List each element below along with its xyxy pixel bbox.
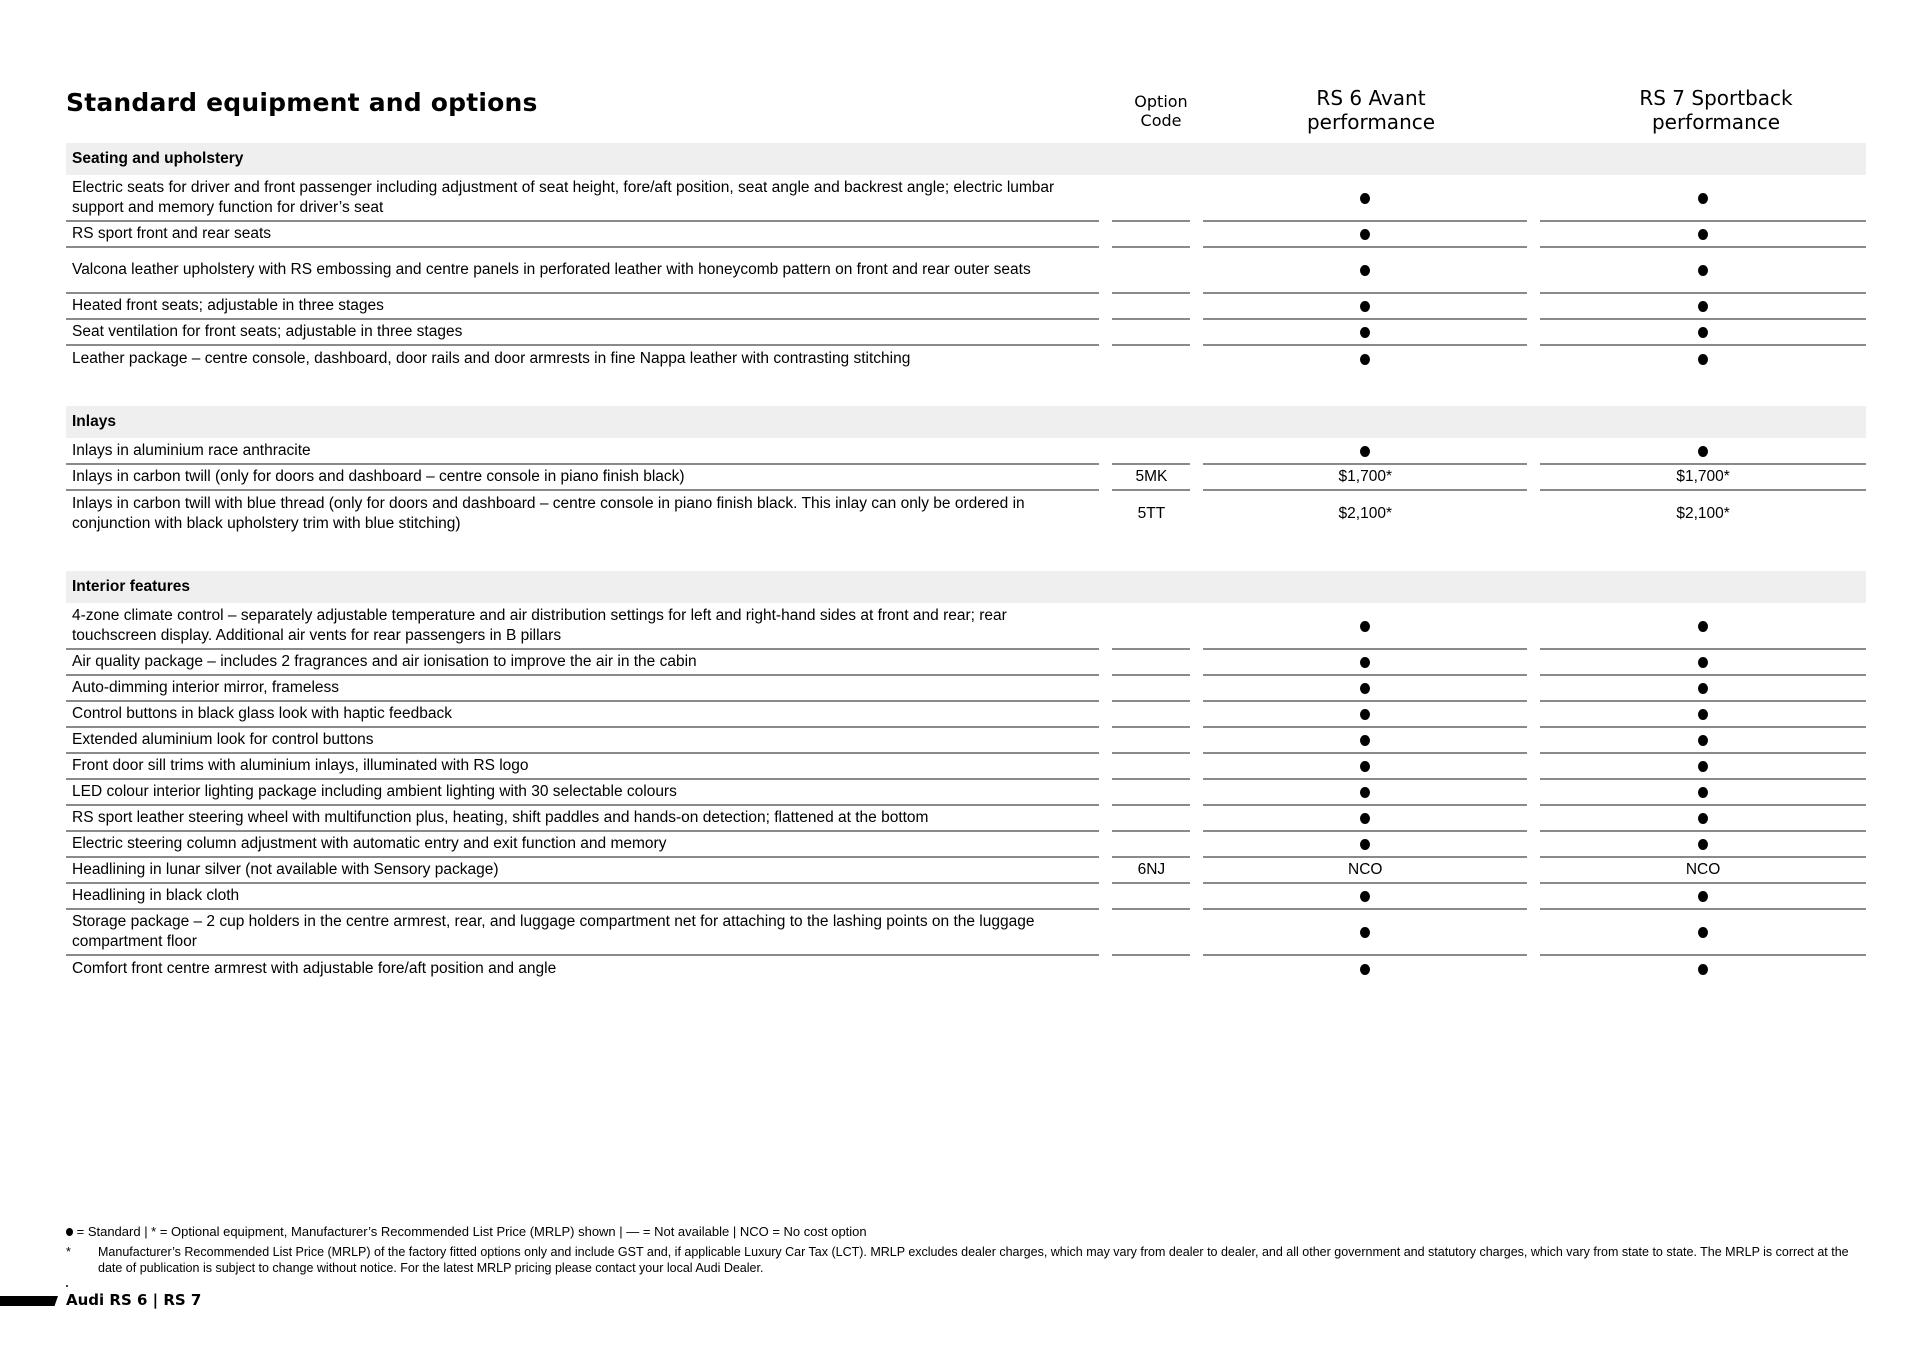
rs7-value-cell [1540, 650, 1866, 676]
rs7-value-cell [1540, 176, 1866, 222]
option-code-cell [1112, 346, 1190, 372]
description-cell [66, 910, 1099, 956]
description-cell [66, 320, 1099, 346]
rs6-value-cell [1203, 728, 1527, 754]
rs7-value-cell [1540, 702, 1866, 728]
description-cell [66, 956, 1099, 982]
rs7-value-cell [1540, 320, 1866, 346]
option-code-cell [1112, 294, 1190, 320]
rs7-value-cell [1540, 439, 1866, 465]
rs6-value-cell [1203, 439, 1527, 465]
equipment-table [66, 143, 1866, 1016]
standard-dot-icon [1360, 446, 1370, 457]
table-row [66, 910, 1866, 956]
section [66, 571, 1866, 982]
description-cell-text: Headlining in lunar silver (not available with Sensory package) [72, 861, 499, 878]
standard-dot-icon [1360, 193, 1370, 204]
description-cell-text: LED colour interior lighting package including ambient lighting with 30 selectable colours [72, 783, 677, 800]
table-row [66, 728, 1866, 754]
option-code-cell [1112, 956, 1190, 982]
description-cell [66, 806, 1099, 832]
table-row [66, 176, 1866, 222]
column-header-line: Option [1134, 92, 1188, 111]
rs6-value-cell [1203, 346, 1527, 372]
description-cell-text: Storage package – 2 cup holders in the centre armrest, rear, and luggage compartment net for attaching to the lashing points on the luggage compartment floor [72, 913, 1035, 950]
rs6-value-cell [1203, 884, 1527, 910]
rs7-value-cell [1540, 604, 1866, 650]
table-row [66, 884, 1866, 910]
rs6-value-cell [1203, 780, 1527, 806]
description-cell [66, 465, 1099, 491]
section-header: Interior features [66, 571, 1866, 603]
description-cell-text: RS sport leather steering wheel with multifunction plus, heating, shift paddles and hands-on detection; flattened at the bottom [72, 809, 929, 826]
description-cell-text: 4-zone climate control – separately adjustable temperature and air distribution settings for left and right-hand sides at front and rear; rear touchscreen display. Additional air vents for rear passengers in B pillars [72, 607, 1007, 644]
footnote [66, 1244, 1856, 1276]
rs7-value-cell-text: $1,700* [1676, 468, 1730, 485]
rs7-value-cell [1540, 676, 1866, 702]
standard-dot-icon [1360, 964, 1370, 975]
option-code-cell-text: 6NJ [1137, 861, 1166, 878]
rs6-value-cell [1203, 806, 1527, 832]
description-cell-text: Valcona leather upholstery with RS embossing and centre panels in perforated leather with honeycomb pattern on front and rear outer seats [72, 261, 1031, 278]
rs7-value-cell [1540, 294, 1866, 320]
table-row [66, 702, 1866, 728]
description-cell [66, 832, 1099, 858]
description-cell [66, 780, 1099, 806]
standard-dot-icon [1698, 265, 1708, 276]
table-row [66, 676, 1866, 702]
option-code-cell [1112, 320, 1190, 346]
description-cell [66, 754, 1099, 780]
table-row [66, 320, 1866, 346]
footer-bar-icon [0, 1296, 58, 1306]
standard-dot-icon [1698, 354, 1708, 365]
option-code-cell [1112, 176, 1190, 222]
table-row [66, 956, 1866, 982]
option-code-cell [1112, 754, 1190, 780]
description-cell [66, 222, 1099, 248]
standard-dot-icon [66, 1228, 73, 1236]
option-code-cell [1112, 491, 1190, 537]
standard-dot-icon [1698, 891, 1708, 902]
page-title: Standard equipment and options [66, 88, 538, 117]
standard-dot-icon [1360, 709, 1370, 720]
description-cell-text: Front door sill trims with aluminium inlays, illuminated with RS logo [72, 757, 529, 774]
footnote-marker: * [66, 1245, 71, 1259]
footnote-text: Manufacturer’s Recommended List Price (MRLP) of the factory fitted options only and include GST and, if applicable Luxury Car Tax (LCT). MRLP excludes dealer charges, which may vary from dealer to dealer, and all other government and statutory charges, which vary from state to state. The MRLP is correct at the date of publication is subject to change without notice. For the latest MRLP pricing please contact your local Audi Dealer. [98, 1245, 1849, 1275]
standard-dot-icon [1698, 927, 1708, 938]
standard-dot-icon [1698, 787, 1708, 798]
description-cell-text: Inlays in carbon twill (only for doors and dashboard – centre console in piano finish black) [72, 468, 685, 485]
description-cell-text: Electric steering column adjustment with automatic entry and exit function and memory [72, 835, 667, 852]
standard-dot-icon [1360, 927, 1370, 938]
standard-dot-icon [1698, 446, 1708, 457]
description-cell [66, 294, 1099, 320]
description-cell-text: Extended aluminium look for control buttons [72, 731, 374, 748]
rs6-value-cell [1203, 702, 1527, 728]
option-code-cell-text: 5TT [1137, 505, 1166, 522]
description-cell-text: Comfort front centre armrest with adjustable fore/aft position and angle [72, 960, 557, 977]
standard-dot-icon [1698, 229, 1708, 240]
standard-dot-icon [1698, 839, 1708, 850]
table-row [66, 604, 1866, 650]
table-row [66, 832, 1866, 858]
option-code-cell [1112, 604, 1190, 650]
option-code-cell [1112, 439, 1190, 465]
rs6-value-cell [1203, 956, 1527, 982]
option-code-cell [1112, 465, 1190, 491]
description-cell [66, 439, 1099, 465]
rs7-value-cell [1540, 465, 1866, 491]
option-code-cell [1112, 884, 1190, 910]
rs6-value-cell [1203, 491, 1527, 537]
rs6-value-cell [1203, 676, 1527, 702]
rs7-value-cell [1540, 884, 1866, 910]
column-header-rs6 [1206, 86, 1536, 134]
standard-dot-icon [1360, 683, 1370, 694]
rs6-value-cell [1203, 320, 1527, 346]
rs7-value-cell [1540, 728, 1866, 754]
rs6-value-cell [1203, 858, 1527, 884]
standard-dot-icon [1698, 683, 1708, 694]
rs7-value-cell [1540, 910, 1866, 956]
standard-dot-icon [1698, 735, 1708, 746]
description-cell [66, 248, 1099, 294]
rs7-value-cell-text: $2,100* [1676, 505, 1730, 522]
rs6-value-cell-text: NCO [1348, 861, 1383, 878]
option-code-cell [1112, 910, 1190, 956]
description-cell [66, 176, 1099, 222]
rs7-value-cell [1540, 346, 1866, 372]
description-cell-text: Seat ventilation for front seats; adjustable in three stages [72, 323, 463, 340]
rs7-value-cell [1540, 956, 1866, 982]
standard-dot-icon [1360, 813, 1370, 824]
standard-dot-icon [1698, 621, 1708, 632]
rs6-value-cell [1203, 222, 1527, 248]
standard-dot-icon [1698, 301, 1708, 312]
legend-text: = Standard | * = Optional equipment, Manufacturer’s Recommended List Price (MRLP) shown | — = Not available | NCO = No cost option [73, 1224, 867, 1239]
option-code-cell [1112, 728, 1190, 754]
rs6-value-cell [1203, 465, 1527, 491]
table-row [66, 650, 1866, 676]
description-cell [66, 491, 1099, 537]
description-cell [66, 650, 1099, 676]
description-cell-text: Leather package – centre console, dashboard, door rails and door armrests in fine Nappa leather with contrasting stitching [72, 350, 911, 367]
rs7-value-cell [1540, 858, 1866, 884]
standard-dot-icon [1360, 761, 1370, 772]
column-header-line: RS 6 Avant [1316, 86, 1426, 110]
legend [66, 1224, 867, 1240]
option-code-cell [1112, 832, 1190, 858]
column-header-line: performance [1306, 110, 1436, 134]
rs7-value-cell [1540, 491, 1866, 537]
rs6-value-cell [1203, 294, 1527, 320]
rs6-value-cell [1203, 604, 1527, 650]
option-code-cell [1112, 806, 1190, 832]
option-code-cell [1112, 780, 1190, 806]
table-row [66, 346, 1866, 372]
description-cell [66, 884, 1099, 910]
table-row [66, 858, 1866, 884]
table-row [66, 439, 1866, 465]
description-cell-text: Air quality package – includes 2 fragrances and air ionisation to improve the air in the cabin [72, 653, 697, 670]
table-row [66, 754, 1866, 780]
option-code-cell [1112, 222, 1190, 248]
option-code-cell [1112, 858, 1190, 884]
rs6-value-cell [1203, 754, 1527, 780]
standard-dot-icon [1698, 193, 1708, 204]
standard-dot-icon [1698, 761, 1708, 772]
description-cell-text: Inlays in carbon twill with blue thread (only for doors and dashboard – centre console in piano finish black. This inlay can only be ordered in conjunction with black upholstery trim with blue stitching) [72, 495, 1025, 532]
description-cell-text: Auto-dimming interior mirror, frameless [72, 679, 340, 696]
option-code-cell [1112, 650, 1190, 676]
description-cell-text: Inlays in aluminium race anthracite [72, 442, 311, 459]
standard-dot-icon [1360, 229, 1370, 240]
standard-dot-icon [1698, 657, 1708, 668]
table-row [66, 248, 1866, 294]
standard-dot-icon [1698, 327, 1708, 338]
description-cell-text: Heated front seats; adjustable in three stages [72, 297, 384, 314]
rs6-value-cell-text: $2,100* [1338, 505, 1392, 522]
standard-dot-icon [1698, 813, 1708, 824]
standard-dot-icon [1360, 657, 1370, 668]
description-cell [66, 858, 1099, 884]
rs7-value-cell [1540, 806, 1866, 832]
option-code-cell [1112, 702, 1190, 728]
decorative-dot [66, 1285, 68, 1287]
standard-dot-icon [1360, 265, 1370, 276]
description-cell [66, 702, 1099, 728]
rs6-value-cell [1203, 910, 1527, 956]
rs7-value-cell [1540, 754, 1866, 780]
column-header-option-code [1111, 92, 1211, 130]
column-header-line: RS 7 Sportback [1639, 86, 1793, 110]
rs7-value-cell [1540, 248, 1866, 294]
description-cell [66, 346, 1099, 372]
standard-dot-icon [1360, 735, 1370, 746]
rs6-value-cell [1203, 650, 1527, 676]
table-row [66, 222, 1866, 248]
standard-dot-icon [1360, 891, 1370, 902]
rs7-value-cell [1540, 780, 1866, 806]
table-row [66, 780, 1866, 806]
description-cell-text: Headlining in black cloth [72, 887, 240, 904]
table-row [66, 806, 1866, 832]
standard-dot-icon [1360, 787, 1370, 798]
column-header-line: Code [1140, 111, 1182, 130]
description-cell [66, 728, 1099, 754]
description-cell-text: RS sport front and rear seats [72, 225, 272, 242]
section-header: Inlays [66, 406, 1866, 438]
section [66, 406, 1866, 537]
rs7-value-cell [1540, 832, 1866, 858]
section [66, 143, 1866, 372]
rs6-value-cell-text: $1,700* [1338, 468, 1392, 485]
footer-title: Audi RS 6 | RS 7 [66, 1291, 202, 1309]
rs6-value-cell [1203, 176, 1527, 222]
option-code-cell-text: 5MK [1135, 468, 1168, 485]
standard-dot-icon [1698, 964, 1708, 975]
table-row [66, 491, 1866, 537]
table-row [66, 465, 1866, 491]
rs7-value-cell [1540, 222, 1866, 248]
standard-dot-icon [1698, 709, 1708, 720]
description-cell [66, 676, 1099, 702]
rs6-value-cell [1203, 832, 1527, 858]
rs7-value-cell-text: NCO [1685, 861, 1721, 878]
description-cell [66, 604, 1099, 650]
description-cell-text: Electric seats for driver and front passenger including adjustment of seat height, fore/aft position, seat angle and backrest angle; electric lumbar support and memory function for driver’s seat [72, 179, 1055, 216]
table-row [66, 294, 1866, 320]
standard-dot-icon [1360, 327, 1370, 338]
rs6-value-cell [1203, 248, 1527, 294]
standard-dot-icon [1360, 354, 1370, 365]
standard-dot-icon [1360, 301, 1370, 312]
option-code-cell [1112, 676, 1190, 702]
section-header: Seating and upholstery [66, 143, 1866, 175]
description-cell-text: Control buttons in black glass look with haptic feedback [72, 705, 452, 722]
standard-dot-icon [1360, 839, 1370, 850]
option-code-cell [1112, 248, 1190, 294]
column-header-rs7 [1546, 86, 1886, 134]
standard-dot-icon [1360, 621, 1370, 632]
column-header-line: performance [1651, 110, 1781, 134]
